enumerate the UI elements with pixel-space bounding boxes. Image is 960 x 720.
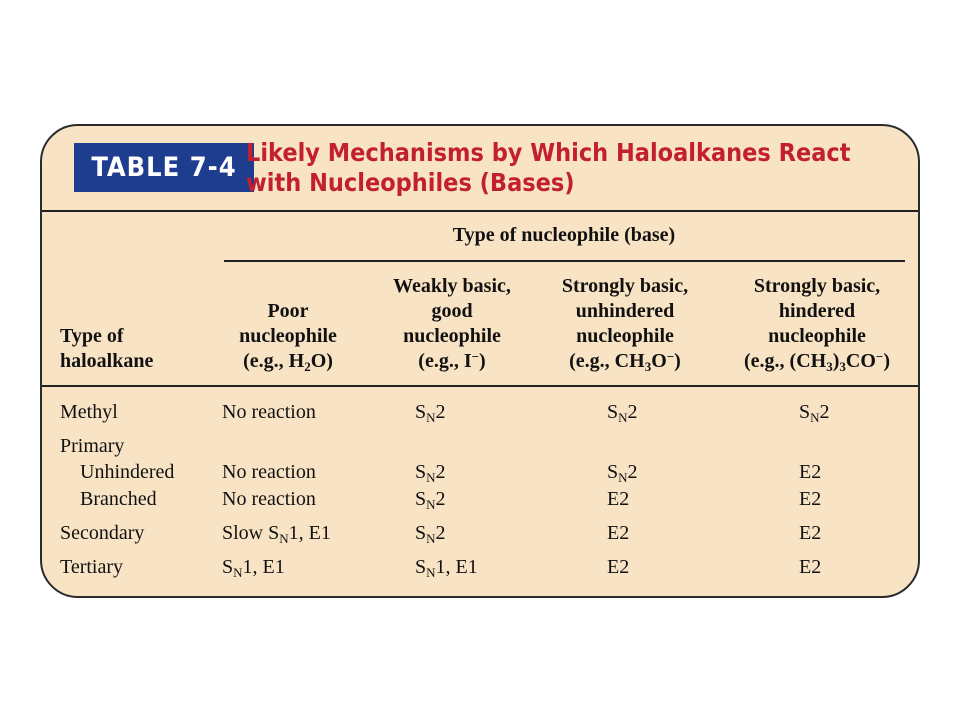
column-header-1-line4: (e.g., $H_2O$) xyxy=(243,350,333,374)
table-cell: Slow $S_N1$, E1 xyxy=(222,522,331,546)
column-header-2-line1: Weakly basic, xyxy=(393,275,511,297)
spanning-header-rule xyxy=(224,260,905,262)
table-cell: E2 xyxy=(799,556,822,578)
column-header-3-line4: (e.g., $CH_3O^-$) xyxy=(569,349,681,374)
table-cell: E2 xyxy=(607,488,630,510)
table-cell: $S_N1$, E1 xyxy=(415,556,478,580)
column-header-4-line3: nucleophile xyxy=(768,325,866,347)
spanning-header: Type of nucleophile (base) xyxy=(452,224,676,246)
table-cell: E2 xyxy=(799,522,822,544)
column-header-3-line2: unhindered xyxy=(575,300,675,322)
row-label: Tertiary xyxy=(60,556,124,578)
column-header-rule xyxy=(42,385,920,387)
table-badge-label: TABLE 7-4 xyxy=(91,152,237,183)
column-header-2-line4: (e.g., I−) xyxy=(418,349,486,372)
column-header-4-line1: Strongly basic, xyxy=(753,275,881,297)
column-header-3-line1: Strongly basic, xyxy=(561,275,689,297)
row-label: Branched xyxy=(80,488,157,510)
row-label: Primary xyxy=(60,435,125,457)
table-cell: $S_N2$ xyxy=(607,401,638,425)
column-header-2-line2: good xyxy=(431,300,473,322)
row-header-line1: Type of xyxy=(60,325,124,347)
column-header-1-line3: nucleophile xyxy=(239,325,337,347)
table-cell: E2 xyxy=(799,461,822,483)
table-cell: $S_N2$ xyxy=(415,401,446,425)
table-title-line1: Likely Mechanisms by Which Haloalkanes React xyxy=(246,138,851,167)
column-header-1-line2: Poor xyxy=(267,300,309,322)
table-cell: $S_N2$ xyxy=(415,522,446,546)
table-cell: $S_N2$ xyxy=(607,461,638,485)
table-title xyxy=(246,138,850,198)
table-card xyxy=(40,124,920,598)
column-header-4-line4: (e.g., $(CH_3)_3CO^-$) xyxy=(744,349,890,374)
row-label: Unhindered xyxy=(80,461,175,483)
table-title-line2: with Nucleophiles (Bases) xyxy=(246,168,575,197)
row-label: Methyl xyxy=(60,401,118,423)
table-cell: $S_N2$ xyxy=(415,461,446,485)
table-cell: E2 xyxy=(607,522,630,544)
column-header-4-line2: hindered xyxy=(778,300,856,322)
row-label: Secondary xyxy=(60,522,145,544)
table-cell: $S_N2$ xyxy=(799,401,830,425)
column-header-2-line3: nucleophile xyxy=(403,325,501,347)
table-cell: E2 xyxy=(607,556,630,578)
table-cell: $S_N1$, E1 xyxy=(222,556,285,580)
table-cell: E2 xyxy=(799,488,822,510)
header-divider xyxy=(42,210,918,212)
column-header-3-line3: nucleophile xyxy=(576,325,674,347)
table-cell: No reaction xyxy=(222,488,316,510)
table-cell: No reaction xyxy=(222,461,316,483)
row-header-line2: haloalkane xyxy=(60,350,154,372)
table-cell: $S_N2$ xyxy=(415,488,446,512)
table-cell: No reaction xyxy=(222,401,316,423)
